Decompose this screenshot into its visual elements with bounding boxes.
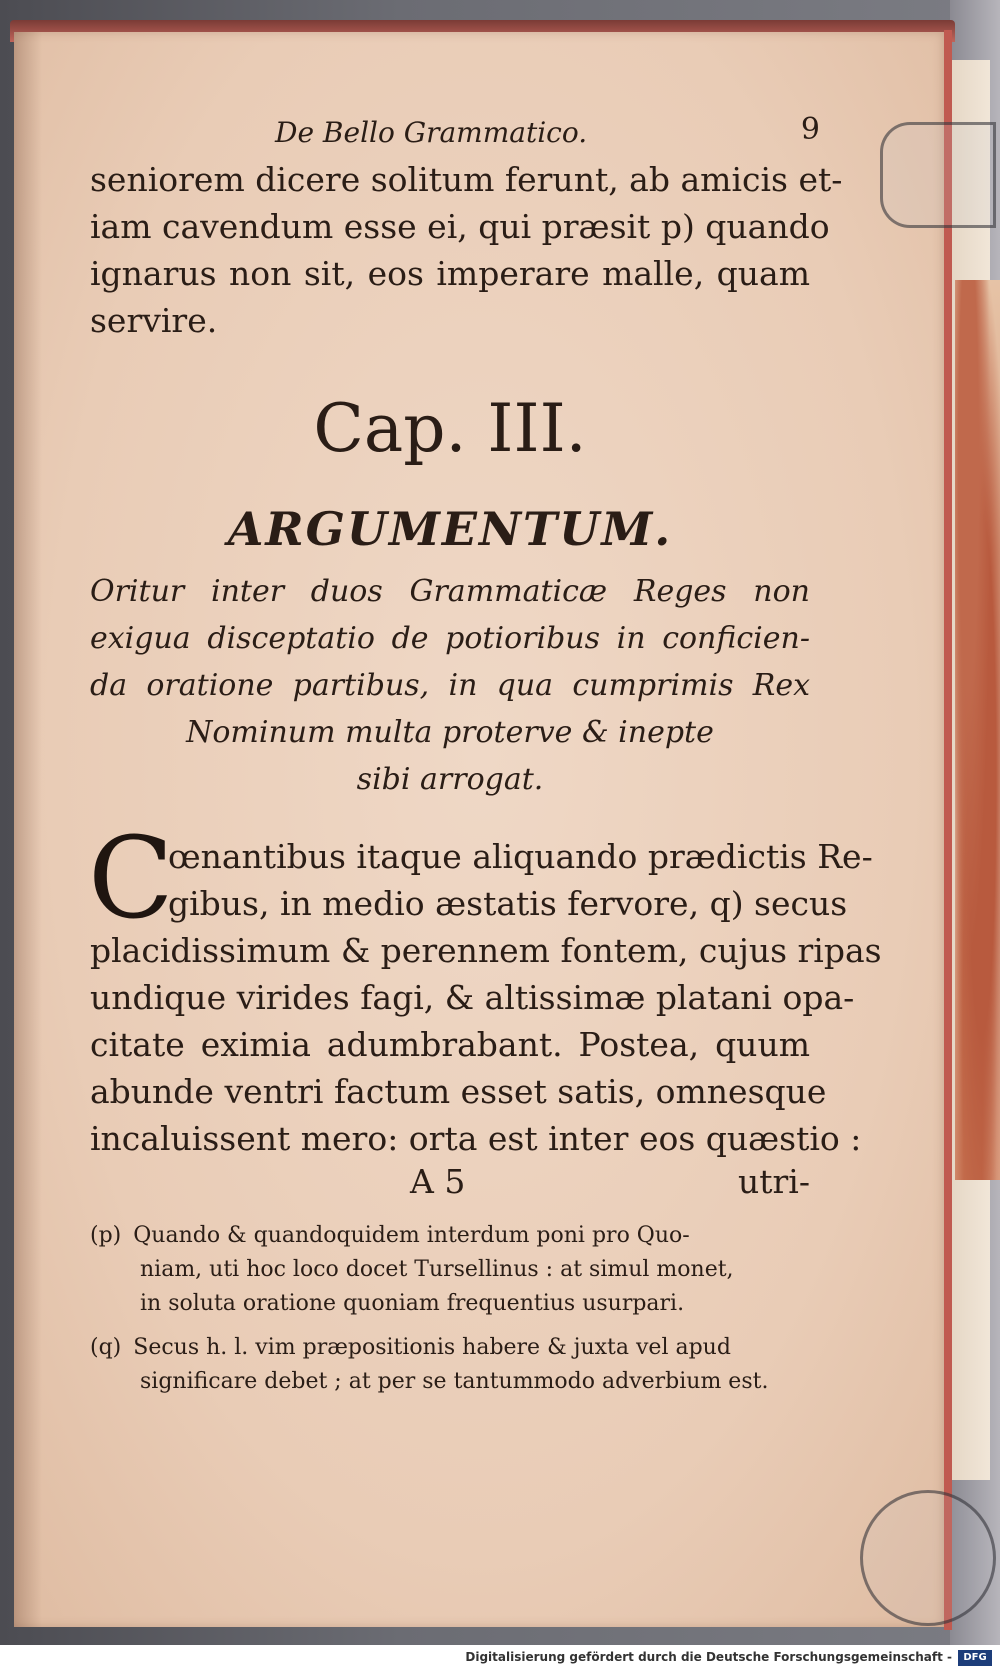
gutter-shadow [14,32,42,1627]
text-line: undique virides fagi, & altissimæ platani opa- [90,978,855,1017]
page-text [88,110,882,1409]
footnotes [90,1219,810,1399]
chapter-summary [90,568,810,803]
catchword: utri- [738,1162,810,1201]
page-number: 9 [800,112,820,147]
text-line: iam cavendum esse ei, qui præsit p) quando [90,207,830,246]
text-line: seniorem dicere solitum ferunt, ab amicis et- [90,160,843,199]
footnote-text: Secus h. l. vim præpositionis habere & juxta vel apud [133,1335,731,1360]
summary-line: Oritur inter duos Grammaticæ Reges non [90,574,810,609]
running-title: De Bello Grammatico. [275,116,588,149]
text-line: placidissimum & perennem fontem, cujus ripas [90,931,882,970]
signature-mark: A 5 [410,1162,466,1201]
footnote-p [90,1219,810,1321]
summary-line: sibi arrogat. [356,762,544,797]
text-line: citate eximia adumbrabant. Postea, quum [90,1025,810,1064]
main-paragraph [88,814,882,1162]
running-head [90,110,820,156]
argumentum-heading: ARGUMENTUM. [227,502,673,556]
signature-line [90,1162,810,1209]
funding-notice: Digitalisierung gefördert durch die Deutsche Forschungsgemeinschaft - [465,1650,952,1664]
text-line: abunde ventri factum esset satis, omnesque [90,1072,827,1111]
summary-line: exigua disceptatio de potioribus in conficien- [90,621,810,656]
digitization-footer [0,1645,1000,1673]
footnote-text: Quando & quandoquidem interdum poni pro Quo- [133,1223,690,1248]
page-clip-top [880,122,996,228]
summary-line: da oratione partibus, in qua cumprimis Rex [90,668,810,703]
footnote-line [90,1331,810,1365]
text-line: ignarus non sit, eos imperare malle, quam [90,254,810,293]
text-line: servire. [90,301,218,340]
footnote-q [90,1331,810,1399]
footnote-line: in soluta oratione quoniam frequentius usurpari. [140,1291,685,1316]
footnote-line: significare debet ; at per se tantummodo adverbium est. [140,1369,769,1394]
dfg-logo: DFG [958,1650,992,1666]
drop-cap: C [88,814,174,944]
footnote-line [90,1219,810,1253]
summary-line: Nominum multa proterve & inepte [186,715,714,750]
red-page-edge-right [944,30,952,1630]
chapter-title: Cap. III. [313,390,587,467]
top-paragraph [90,156,843,344]
text-line: incaluissent mero: orta est inter eos quæstio : [90,1119,862,1158]
footnote-mark: (p) [90,1223,122,1248]
text-line: œnantibus itaque aliquando prædictis Re- [168,837,873,876]
page-clip-bottom [860,1490,996,1626]
text-line: gibus, in medio æstatis fervore, q) secus [168,884,848,923]
footnote-mark: (q) [90,1335,122,1360]
marbled-endpaper [955,280,1000,1180]
footnote-line: niam, uti hoc loco docet Tursellinus : at simul monet, [140,1257,734,1282]
